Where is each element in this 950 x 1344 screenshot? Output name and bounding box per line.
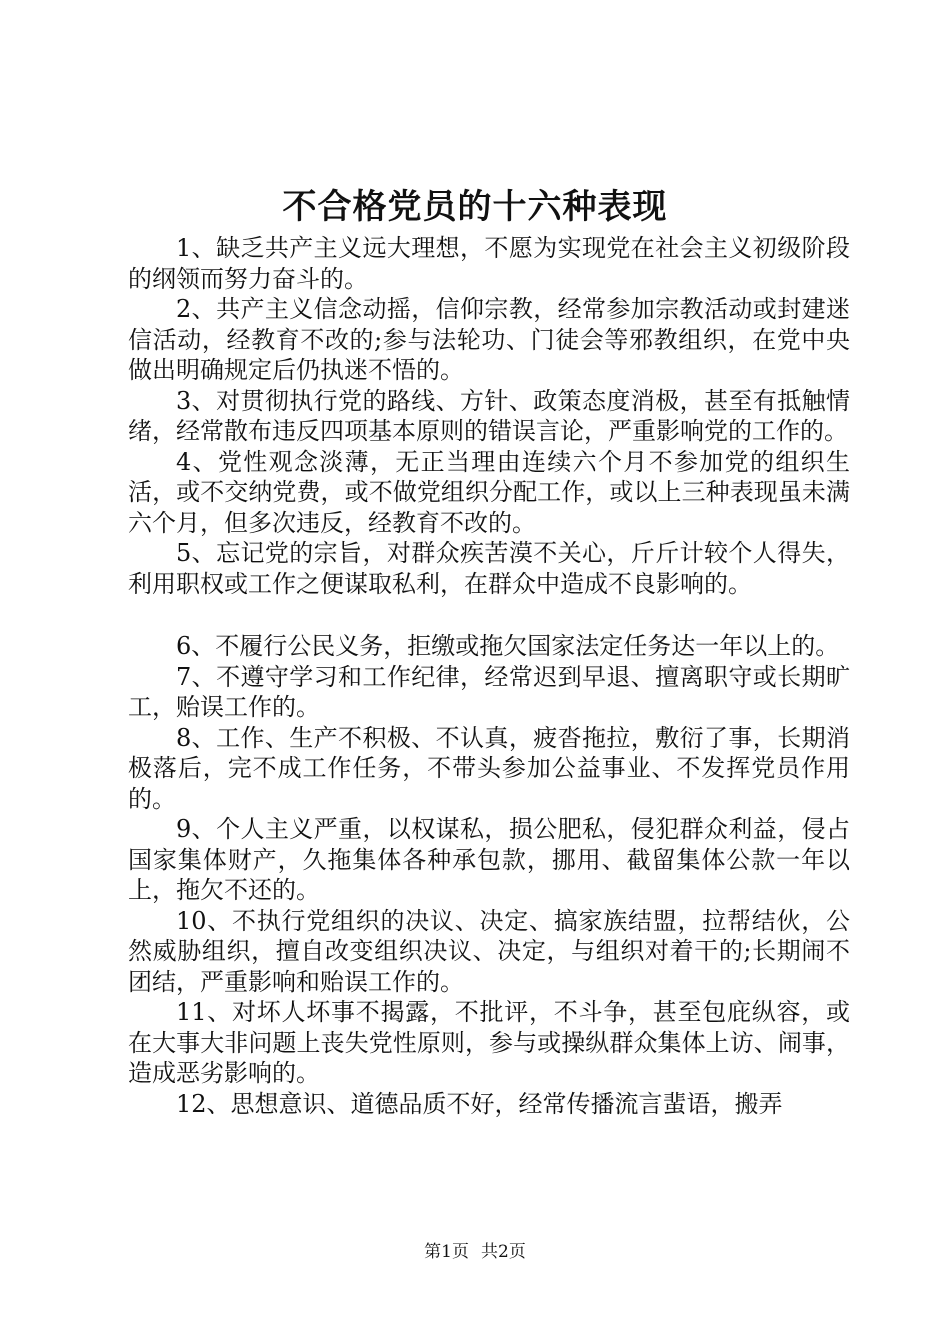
paragraph-7: 7、不遵守学习和工作纪律，经常迟到早退、擅离职守或长期旷工，贻误工作的。 (128, 662, 850, 721)
paragraph-12: 12、思想意识、道德品质不好，经常传播流言蜚语，搬弄 (176, 1089, 783, 1118)
paragraph-1: 1、缺乏共产主义远大理想，不愿为实现党在社会主义初级阶段的纲领而努力奋斗的。 (128, 234, 850, 293)
paragraph-8: 8、工作、生产不积极、不认真，疲沓拖拉，敷衍了事，长期消极落后，完不成工作任务，不带头参加公益事业、不发挥党员作用的。 (128, 723, 850, 813)
page-number-current: 第1页 (424, 1242, 469, 1262)
paragraph-3: 3、对贯彻执行党的路线、方针、政策态度消极，甚至有抵触情绪，经常散布违反四项基本原则的错误言论，严重影响党的工作的。 (128, 386, 850, 445)
document-title: 不合格党员的十六种表现 (282, 187, 668, 227)
page-footer (0, 1240, 950, 1264)
paragraph-2: 2、共产主义信念动摇，信仰宗教，经常参加宗教活动或封建迷信活动，经教育不改的;参与法轮功、门徒会等邪教组织，在党中央做出明确规定后仍执迷不悟的。 (128, 295, 850, 384)
page-number-total: 共2页 (481, 1242, 526, 1262)
paragraph-11: 11、对坏人坏事不揭露，不批评，不斗争，甚至包庇纵容，或在大事大非问题上丧失党性原则，参与或操纵群众集体上访、闹事，造成恶劣影响的。 (128, 998, 850, 1087)
document-body (128, 233, 850, 1119)
paragraph-6: 6、不履行公民义务，拒缴或拖欠国家法定任务达一年以上的。 (176, 632, 840, 660)
paragraph-10: 10、不执行党组织的决议、决定、搞家族结盟，拉帮结伙，公然威胁组织，擅自改变组织决议、决定，与组织对着干的;长期闹不团结，严重影响和贻误工作的。 (128, 906, 850, 996)
paragraph-9: 9、个人主义严重，以权谋私，损公肥私，侵犯群众利益，侵占国家集体财产，久拖集体各种承包款，挪用、截留集体公款一年以上，拖欠不还的。 (128, 815, 850, 904)
paragraph-4: 4、党性观念淡薄，无正当理由连续六个月不参加党的组织生活，或不交纳党费，或不做党组织分配工作，或以上三种表现虽未满六个月，但多次违反，经教育不改的。 (128, 447, 850, 537)
paragraph-5: 5、忘记党的宗旨，对群众疾苦漠不关心，斤斤计较个人得失，利用职权或工作之便谋取私利，在群众中造成不良影响的。 (128, 539, 850, 598)
